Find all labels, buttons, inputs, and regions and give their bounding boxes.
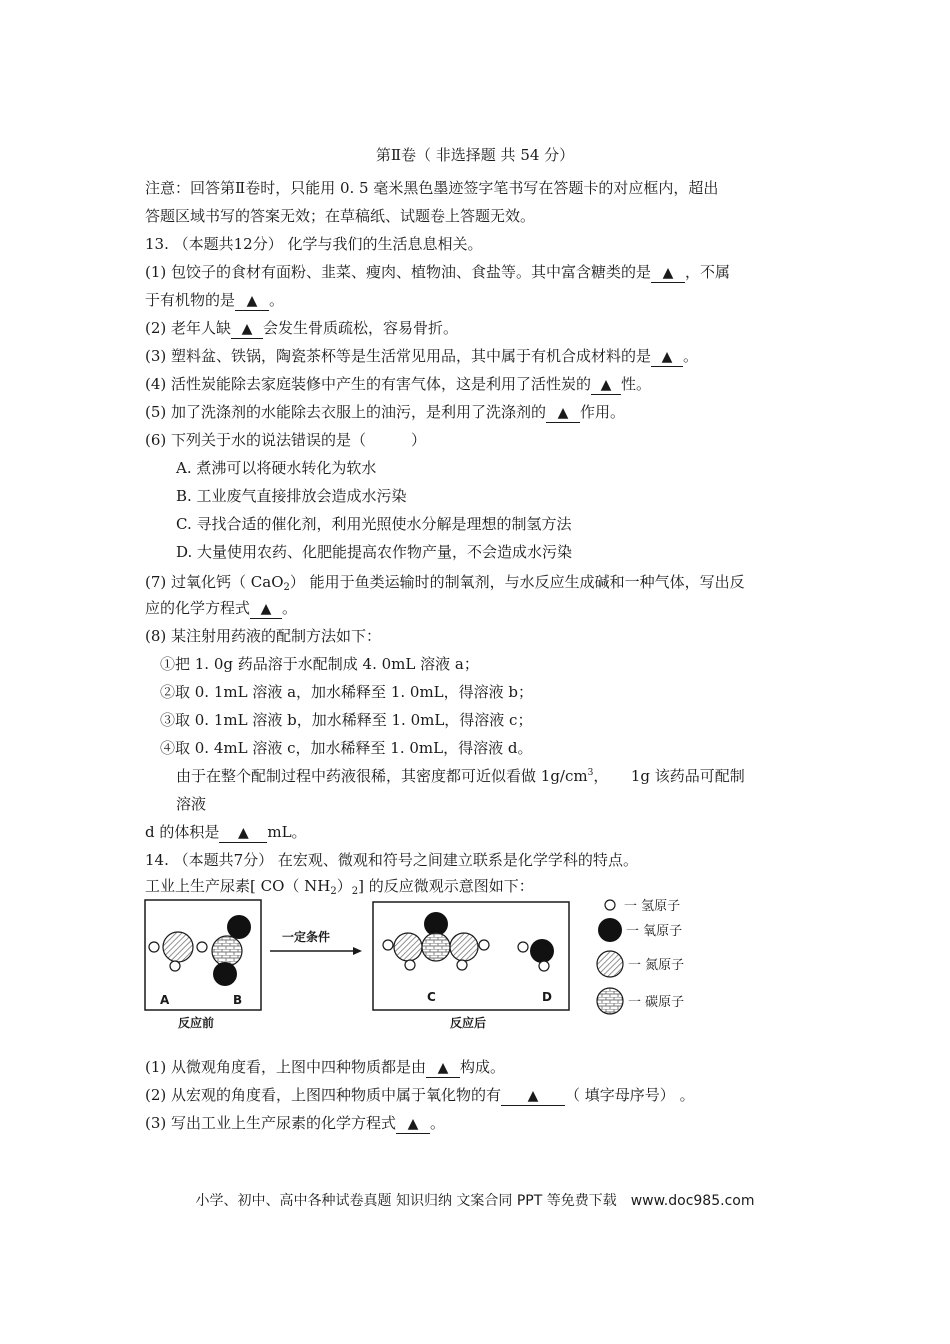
q13-p1-text-c: 于有机物的是 bbox=[145, 291, 236, 309]
q14-p3-text: (3) 写出工业上生产尿素的化学方程式 bbox=[145, 1114, 397, 1132]
answer-blank: ▲ bbox=[651, 347, 683, 367]
q14-heading: 14. （本题共7分） 在宏观、微观和符号之间建立联系是化学学科的特点。 bbox=[145, 851, 638, 869]
q13-p2-text: (2) 老年人缺 bbox=[145, 319, 232, 337]
oxygen-atom bbox=[530, 939, 554, 963]
hydrogen-atom bbox=[518, 942, 528, 952]
notice-line-2: 答题区域书写的答案无效；在草稿纸、试题卷上答题无效。 bbox=[145, 207, 536, 225]
q13-p7-text: (7) 过氧化钙（ CaO bbox=[145, 573, 284, 591]
answer-blank: ▲ bbox=[396, 1114, 430, 1134]
q13-p3-text-b: 。 bbox=[683, 347, 699, 365]
q13-p1-text: (1) 包饺子的食材有面粉、韭菜、瘦肉、植物油、食盐等。其中富含糖类的是 bbox=[145, 263, 652, 281]
hydrogen-atom bbox=[149, 942, 159, 952]
reaction-micro-diagram bbox=[140, 895, 720, 1040]
q13-part6: (6) 下列关于水的说法错误的是（ ） bbox=[145, 431, 427, 449]
q13-part7-line2 bbox=[145, 598, 297, 618]
label-c: C bbox=[427, 990, 436, 1004]
legend-hydrogen-icon bbox=[605, 900, 615, 910]
answer-blank: ▲ bbox=[501, 1086, 565, 1106]
q13-p7-text-d: 。 bbox=[282, 599, 298, 617]
q13-part5 bbox=[145, 402, 625, 422]
answer-blank: ▲ bbox=[250, 599, 282, 619]
option-c: C. 寻找合适的催化剂，利用光照使水分解是理想的制氢方法 bbox=[176, 515, 572, 533]
arrow-label: 一定条件 bbox=[282, 930, 331, 944]
superscript: 3 bbox=[587, 768, 594, 778]
q14-intro-text-c: ] 的反应微观示意图如下： bbox=[358, 877, 534, 895]
nitrogen-atom bbox=[394, 933, 422, 961]
answer-blank: ▲ bbox=[546, 403, 580, 423]
q13-p3-text: (3) 塑料盆、铁锅，陶瓷茶杯等是生活常见用品，其中属于有机合成材料的是 bbox=[145, 347, 652, 365]
q14-p2-text-b: （ 填字母序号） 。 bbox=[565, 1086, 695, 1104]
q13-part3 bbox=[145, 346, 698, 366]
hydrogen-atom bbox=[383, 940, 393, 950]
q13-part1-line1 bbox=[145, 262, 730, 282]
q14-part2 bbox=[145, 1085, 695, 1105]
answer-blank: ▲ bbox=[235, 291, 269, 311]
option-b: B. 工业废气直接排放会造成水污染 bbox=[176, 487, 407, 505]
nitrogen-atom bbox=[163, 932, 193, 962]
q13-p8-last-text: d 的体积是 bbox=[145, 823, 220, 841]
legend-nitrogen-icon bbox=[597, 951, 623, 977]
q14-p3-text-b: 。 bbox=[430, 1114, 446, 1132]
legend-oxygen-icon bbox=[598, 918, 622, 942]
hydrogen-atom bbox=[170, 961, 180, 971]
q14-intro bbox=[145, 876, 534, 896]
q13-p4-text: (4) 活性炭能除去家庭装修中产生的有害气体，这是利用了活性炭的 bbox=[145, 375, 592, 393]
label-b: B bbox=[233, 993, 243, 1007]
after-caption: 反应后 bbox=[450, 1016, 487, 1030]
q13-part1-line2 bbox=[145, 290, 284, 310]
q14-intro-text-b: ） bbox=[336, 877, 352, 895]
nitrogen-atom bbox=[450, 933, 478, 961]
subscript: 2 bbox=[283, 582, 290, 593]
hydrogen-atom bbox=[457, 960, 467, 970]
answer-blank: ▲ bbox=[591, 375, 621, 395]
q13-part8: (8) 某注射用药液的配制方法如下： bbox=[145, 627, 382, 645]
hydrogen-atom bbox=[197, 942, 207, 952]
q13-p7-text-b: ） 能用于鱼类运输时的制氧剂，与水反应生成碱和一种气体，写出反 bbox=[289, 573, 745, 591]
q13-p8-note bbox=[176, 766, 745, 786]
q13-p8-note-text-b: ， 1g 该药品可配制 bbox=[593, 767, 745, 785]
q13-part7-line1 bbox=[145, 572, 745, 592]
notice-line-1: 注意：回答第Ⅱ卷时，只能用 0. 5 毫米黑色墨迹签字笔书写在答题卡的对应框内，超出 bbox=[145, 179, 719, 197]
q13-p8-note-2: 溶液 bbox=[176, 795, 207, 813]
option-a: A. 煮沸可以将硬水转化为软水 bbox=[176, 459, 377, 477]
label-d: D bbox=[542, 990, 552, 1004]
legend-nitrogen: 一 氮原子 bbox=[628, 958, 685, 973]
step-2: ②取 0. 1mL 溶液 a，加水稀释至 1. 0mL，得溶液 b； bbox=[160, 683, 534, 701]
subscript: 2 bbox=[351, 886, 359, 897]
subscript: 2 bbox=[330, 886, 337, 897]
hydrogen-atom bbox=[539, 961, 549, 971]
legend-oxygen: 一 氧原子 bbox=[626, 924, 683, 939]
answer-blank: ▲ bbox=[426, 1058, 460, 1078]
step-1: ①把 1. 0g 药品溶于水配制成 4. 0mL 溶液 a； bbox=[160, 655, 479, 673]
hydrogen-atom bbox=[479, 940, 489, 950]
q13-p7-text-c: 应的化学方程式 bbox=[145, 599, 251, 617]
q14-part3 bbox=[145, 1113, 445, 1133]
oxygen-atom bbox=[213, 962, 237, 986]
label-a: A bbox=[160, 993, 170, 1007]
q13-p1-text-d: 。 bbox=[269, 291, 285, 309]
q14-p1-text-b: 构成。 bbox=[460, 1058, 506, 1076]
oxygen-atom bbox=[227, 915, 251, 939]
q14-p1-text: (1) 从微观角度看，上图中四种物质都是由 bbox=[145, 1058, 427, 1076]
section-title: 第Ⅱ卷（ 非选择题 共 54 分） bbox=[375, 146, 575, 164]
carbon-atom bbox=[422, 933, 450, 961]
answer-blank: ▲ bbox=[651, 263, 685, 283]
q13-p8-note-text: 由于在整个配制过程中药液很稀，其密度都可近似看做 1g/cm bbox=[176, 767, 588, 785]
page-footer: 小学、初中、高中各种试卷真题 知识归纳 文案合同 PPT 等免费下载 www.doc985.com bbox=[195, 1193, 755, 1209]
q13-part4 bbox=[145, 374, 651, 394]
q13-p5-text-b: 作用。 bbox=[580, 403, 626, 421]
q13-p4-text-b: 性。 bbox=[621, 375, 652, 393]
hydrogen-atom bbox=[405, 960, 415, 970]
arrow-head bbox=[353, 947, 362, 955]
step-3: ③取 0. 1mL 溶液 b，加水稀释至 1. 0mL，得溶液 c； bbox=[160, 711, 533, 729]
answer-blank: ▲ bbox=[231, 319, 263, 339]
q13-p5-text: (5) 加了洗涤剂的水能除去衣服上的油污，是利用了洗涤剂的 bbox=[145, 403, 547, 421]
step-4: ④取 0. 4mL 溶液 c，加水稀释至 1. 0mL，得溶液 d。 bbox=[160, 739, 533, 757]
before-caption: 反应前 bbox=[178, 1016, 215, 1030]
q13-p8-last bbox=[145, 822, 307, 842]
q13-p1-text-b: ，不属 bbox=[685, 263, 731, 281]
answer-blank: ▲ bbox=[219, 823, 267, 843]
q13-heading: 13. （本题共12分） 化学与我们的生活息息相关。 bbox=[145, 235, 483, 253]
q13-part2 bbox=[145, 318, 458, 338]
option-d: D. 大量使用农药、化肥能提高农作物产量，不会造成水污染 bbox=[176, 543, 573, 561]
q14-p2-text: (2) 从宏观的角度看，上图四种物质中属于氧化物的有 bbox=[145, 1086, 502, 1104]
q14-intro-text: 工业上生产尿素[ CO（ NH bbox=[145, 877, 331, 895]
q14-part1 bbox=[145, 1057, 505, 1077]
carbon-atom bbox=[212, 936, 242, 966]
q13-p8-last-text-b: mL。 bbox=[267, 823, 307, 841]
legend-carbon: 一 碳原子 bbox=[628, 995, 685, 1010]
legend-carbon-icon bbox=[597, 988, 623, 1014]
legend-hydrogen: 一 氢原子 bbox=[624, 899, 681, 914]
q13-p2-text-b: 会发生骨质疏松，容易骨折。 bbox=[263, 319, 459, 337]
